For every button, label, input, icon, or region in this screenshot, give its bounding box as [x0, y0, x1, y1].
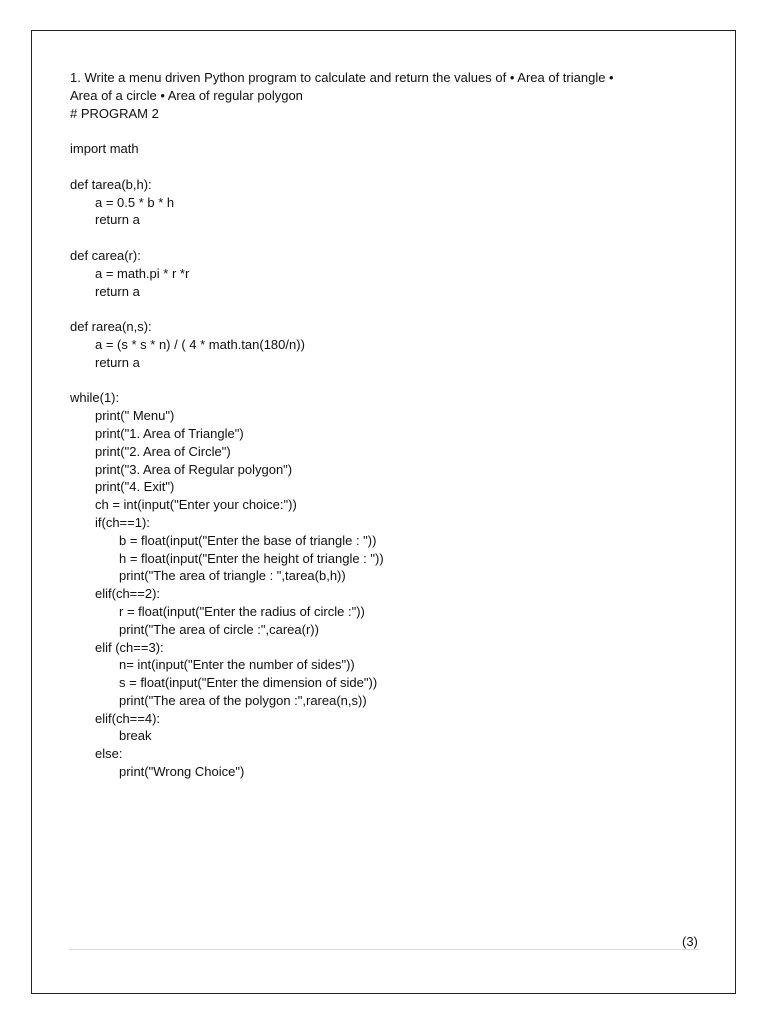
- code-line: print("The area of the polygon :",rarea(n,s)): [119, 692, 367, 708]
- code-line: elif(ch==2):: [95, 586, 161, 602]
- code-line: elif (ch==3):: [95, 639, 164, 655]
- code-line: if(ch==1):: [95, 514, 150, 530]
- code-line: def carea(r):: [70, 247, 141, 263]
- code-line: import math: [70, 141, 139, 157]
- code-line: return a: [95, 283, 140, 299]
- code-line: [70, 300, 690, 318]
- code-line: n= int(input("Enter the number of sides")): [119, 657, 355, 673]
- code-line: b = float(input("Enter the base of triangle : ")): [119, 532, 377, 548]
- code-line: else:: [95, 746, 123, 762]
- code-line: print(" Menu"): [95, 408, 175, 424]
- program-header: # PROGRAM 2: [70, 105, 159, 121]
- code-line: print("2. Area of Circle"): [95, 443, 231, 459]
- code-line: [70, 122, 690, 140]
- page-frame: [31, 30, 736, 994]
- code-line: h = float(input("Enter the height of triangle : ")): [119, 550, 384, 566]
- page-number: (3): [682, 934, 698, 949]
- code-line: return a: [95, 354, 140, 370]
- code-block: [70, 122, 690, 780]
- footer-divider: [69, 949, 699, 950]
- code-line: r = float(input("Enter the radius of circle :")): [119, 603, 365, 619]
- code-line: a = (s * s * n) / ( 4 * math.tan(180/n)): [95, 336, 305, 352]
- code-line: def tarea(b,h):: [70, 176, 152, 192]
- code-line: print("1. Area of Triangle"): [95, 425, 244, 441]
- code-line: print("4. Exit"): [95, 479, 175, 495]
- code-line: [70, 229, 690, 247]
- code-line: return a: [95, 212, 140, 228]
- code-line: [70, 158, 690, 176]
- code-line: print("The area of circle :",carea(r)): [119, 621, 319, 637]
- code-line: print("The area of triangle : ",tarea(b,h)): [119, 568, 346, 584]
- question-line-1: 1. Write a menu driven Python program to calculate and return the values of • Area of triangle •: [70, 70, 614, 85]
- code-line: def rarea(n,s):: [70, 319, 152, 335]
- code-line: print("Wrong Choice"): [119, 764, 245, 780]
- code-line: s = float(input("Enter the dimension of side")): [119, 675, 378, 691]
- code-line: while(1):: [70, 390, 120, 406]
- code-line: print("3. Area of Regular polygon"): [95, 461, 293, 477]
- question-line-2: Area of a circle • Area of regular polygon: [70, 87, 303, 103]
- code-line: break: [119, 728, 152, 744]
- code-line: a = 0.5 * b * h: [95, 194, 175, 210]
- code-line: ch = int(input("Enter your choice:")): [95, 497, 297, 513]
- code-line: elif(ch==4):: [95, 710, 161, 726]
- document-body: [70, 69, 690, 781]
- code-line: [70, 372, 690, 390]
- code-line: a = math.pi * r *r: [95, 265, 190, 281]
